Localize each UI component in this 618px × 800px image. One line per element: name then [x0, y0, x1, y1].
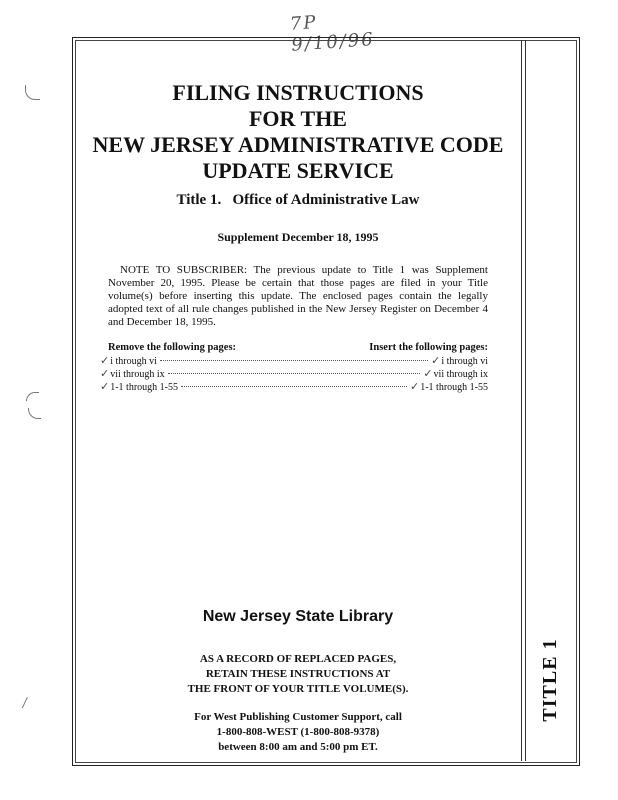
- record-line: AS A RECORD OF REPLACED PAGES,: [199, 653, 397, 665]
- supplement-date: Supplement December 18, 1995: [217, 230, 379, 244]
- table-row: [100, 380, 488, 393]
- support-line: For West Publishing Customer Support, call: [194, 711, 402, 723]
- insert-pages-cell: i through vi: [441, 356, 488, 367]
- checkmark-icon: ✓: [431, 355, 441, 367]
- checkmark-icon: ✓: [100, 368, 110, 380]
- support-hours: between 8:00 am and 5:00 pm ET.: [218, 741, 378, 753]
- dot-leader: [168, 373, 421, 374]
- remove-pages-cell: 1-1 through 1-55: [110, 382, 178, 393]
- library-stamp: New Jersey State Library: [202, 608, 394, 625]
- pages-table: [100, 354, 488, 393]
- title-line: UPDATE SERVICE: [202, 158, 394, 183]
- record-line: RETAIN THESE INSTRUCTIONS AT: [205, 668, 391, 680]
- checkmark-icon: ✓: [100, 381, 110, 393]
- title-subtitle: Title 1. Office of Administrative Law: [176, 192, 420, 208]
- title-line: FOR THE: [248, 106, 347, 131]
- pages-table-header: [108, 342, 488, 353]
- remove-pages-header: Remove the following pages:: [108, 342, 237, 353]
- support-phone: 1-800-808-WEST (1-800-808-9378): [216, 726, 380, 738]
- record-line: THE FRONT OF YOUR TITLE VOLUME(S).: [187, 683, 409, 695]
- insert-pages-cell: 1-1 through 1-55: [420, 382, 488, 393]
- dot-leader: [160, 360, 428, 361]
- insert-pages-cell: vii through ix: [433, 369, 488, 380]
- insert-pages-header: Insert the following pages:: [369, 342, 488, 353]
- remove-pages-cell: vii through ix: [110, 369, 165, 380]
- tab-divider-line: [521, 40, 522, 761]
- title-line: NEW JERSEY ADMINISTRATIVE CODE: [92, 132, 504, 157]
- title-line: FILING INSTRUCTIONS: [172, 80, 424, 105]
- table-row: [100, 354, 488, 367]
- note-to-subscriber: NOTE TO SUBSCRIBER: The previous update to Title 1 was Supplement November 20, 1995. Please be certain that those pages are filed in your Title volume(s) before inserting this update. The enclosed pages contain the legally adopted text of all rule changes published in the New Jersey Register on December 4 and December 18, 1995.: [108, 264, 488, 328]
- record-instructions: [75, 652, 521, 697]
- punch-hole-mark: [26, 392, 39, 401]
- document-title: [75, 80, 521, 184]
- punch-hole-mark: [25, 85, 40, 100]
- checkmark-icon: ✓: [423, 368, 433, 380]
- tab-divider-line: [525, 40, 526, 761]
- remove-pages-cell: i through vi: [110, 356, 157, 367]
- punch-hole-mark: [22, 697, 33, 711]
- checkmark-icon: ✓: [100, 355, 110, 367]
- table-row: [100, 367, 488, 380]
- handwritten-date-note: 7P 9/10/96: [289, 11, 376, 56]
- title-tab-label: TITLE 1: [538, 638, 561, 722]
- punch-hole-mark: [28, 408, 41, 419]
- checkmark-icon: ✓: [410, 381, 420, 393]
- dot-leader: [181, 386, 407, 387]
- customer-support-info: [75, 710, 521, 755]
